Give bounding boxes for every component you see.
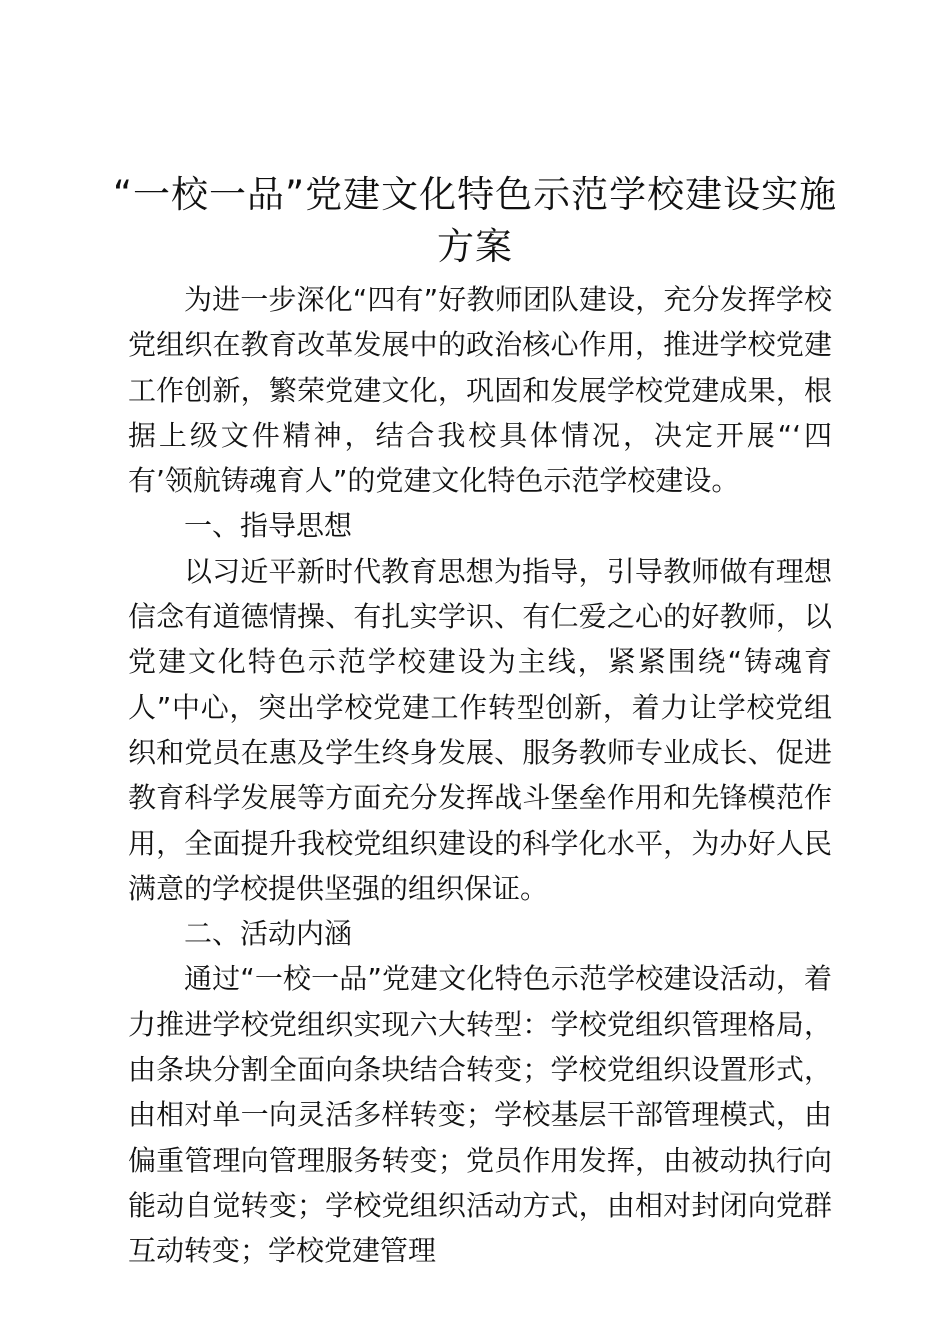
section-heading-guiding-ideology: 一、指导思想 bbox=[184, 509, 353, 543]
document-title-line-1: “一校一品”党建文化特色示范学校建设实施 bbox=[112, 173, 838, 216]
section-heading-activity-connotation: 二、活动内涵 bbox=[184, 917, 353, 951]
intro-paragraph: 为进一步深化“四有”好教师团队建设，充分发挥学校党组织在教育改革发展中的政治核心作用，推进学校党建工作创新，繁荣党建文化，巩固和发展学校党建成果，根据上级文件精神，结合我校具体情况，决定开展“‘四有’领航铸魂育人”的党建文化特色示范学校建设。 bbox=[128, 283, 832, 498]
document-body bbox=[128, 277, 832, 1274]
guiding-ideology-paragraph: 以习近平新时代教育思想为指导，引导教师做有理想信念有道德情操、有扎实学识、有仁爱之心的好教师，以党建文化特色示范学校建设为主线，紧紧围绕“铸魂育人”中心，突出学校党建工作转型创新，着力让学校党组织和党员在惠及学生终身发展、服务教师专业成长、促进教育科学发展等方面充分发挥战斗堡垒作用和先锋模范作用，全面提升我校党组织建设的科学化水平，为办好人民满意的学校提供坚强的组织保证。 bbox=[128, 554, 832, 905]
activity-connotation-paragraph: 通过“一校一品”党建文化特色示范学校建设活动，着力推进学校党组织实现六大转型：学校党组织管理格局，由条块分割全面向条块结合转变；学校党组织设置形式，由相对单一向灵活多样转变；学校基层干部管理模式，由偏重管理向管理服务转变；党员作用发挥，由被动执行向能动自觉转变；学校党组织活动方式，由相对封闭向党群互动转变；学校党建管理 bbox=[128, 962, 832, 1268]
document-title-line-2: 方案 bbox=[437, 225, 513, 268]
